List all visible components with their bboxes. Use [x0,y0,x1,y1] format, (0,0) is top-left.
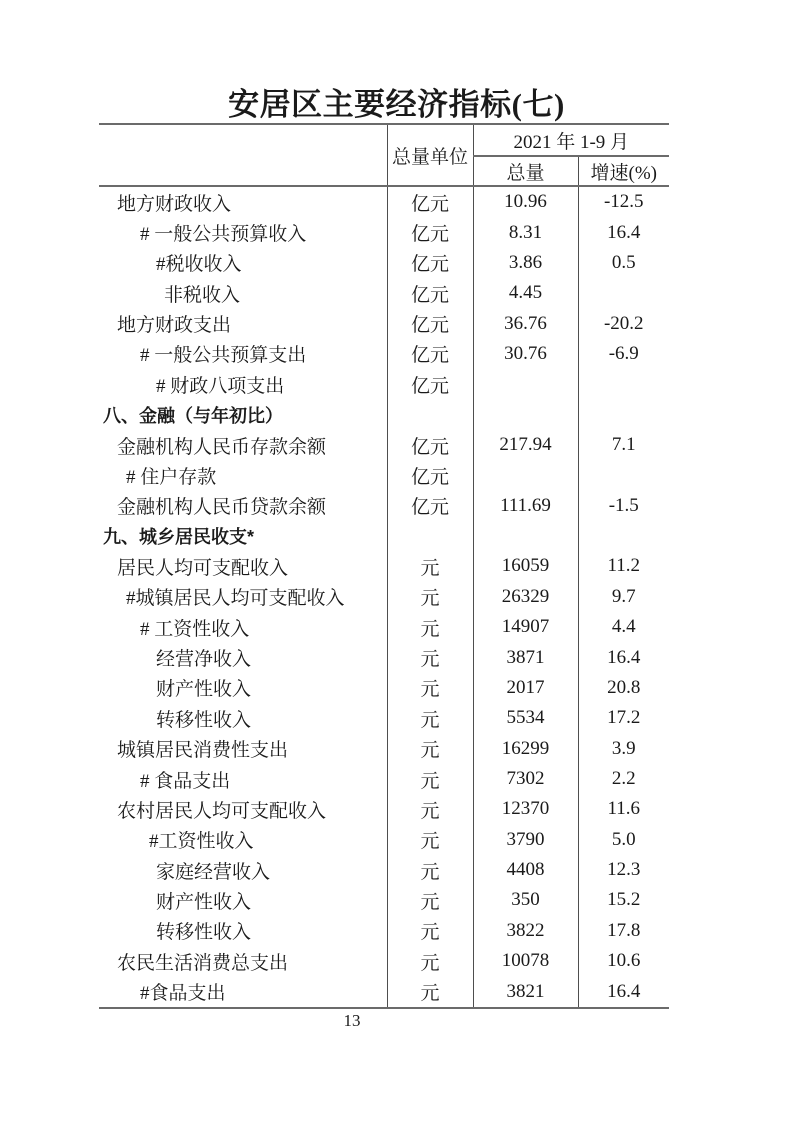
growth-value-cell [578,369,669,399]
total-value-cell: 3871 [473,642,578,672]
total-value-cell: 3.86 [473,248,578,278]
indicator-label-cell: 金融机构人民币贷款余额 [99,491,387,521]
unit-cell: 元 [387,673,473,703]
growth-value-cell: 17.2 [607,707,641,729]
indicator-label-cell: 经营净收入 [99,642,387,672]
unit-cell: 元 [387,703,473,733]
indicator-label-cell: # 工资性收入 [99,612,387,642]
growth-value-cell: -20.2 [603,312,644,334]
indicator-label-cell: 转移性收入 [99,916,387,946]
growth-value-cell [578,521,669,551]
unit-cell: 亿元 [387,248,473,278]
unit-cell: 亿元 [387,430,473,460]
growth-value-cell: 11.6 [607,798,641,820]
table-row [99,885,669,915]
indicator-label-cell: 财产性收入 [99,673,387,703]
growth-value-cell: 17.8 [607,919,641,941]
indicator-label-cell: # 财政八项支出 [99,369,387,399]
total-value-cell: 4408 [473,855,578,885]
growth-value-cell: 7.1 [611,434,636,456]
total-value-cell: 16059 [473,551,578,581]
table-row [99,217,669,247]
total-value-cell: 10.96 [473,186,578,217]
unit-cell: 亿元 [387,369,473,399]
total-value-cell: 2017 [473,673,578,703]
total-value-cell: 26329 [473,582,578,612]
indicator-label-cell: #税收收入 [99,248,387,278]
total-value-cell: 350 [473,885,578,915]
table-header [99,124,669,186]
growth-value-cell: -6.9 [608,342,639,364]
unit-cell: 元 [387,794,473,824]
total-value-cell: 5534 [473,703,578,733]
indicator-label-cell: 居民人均可支配收入 [99,551,387,581]
unit-cell: 亿元 [387,278,473,308]
indicator-label-cell: 非税收入 [99,278,387,308]
growth-value-cell: 16.4 [607,646,641,668]
growth-value-cell: 3.9 [611,737,636,759]
page-title: 安居区主要经济指标(七) [228,87,565,122]
total-value-cell: 3790 [473,825,578,855]
total-value-cell: 10078 [473,946,578,976]
header-indicator-cell [99,124,387,186]
total-value-cell: 12370 [473,794,578,824]
growth-value-cell: 16.4 [607,980,641,1002]
growth-value-cell: 5.0 [611,828,636,850]
table-row [99,582,669,612]
table-row [99,794,669,824]
unit-cell: 元 [387,764,473,794]
growth-value-cell: 10.6 [607,950,641,972]
growth-value-cell: -12.5 [603,191,644,213]
indicator-label-cell: 九、城乡居民收支* [99,521,387,551]
indicator-label-cell: 地方财政支出 [99,308,387,338]
total-value-cell: 7302 [473,764,578,794]
growth-value-cell: 20.8 [607,676,641,698]
unit-cell: 亿元 [387,460,473,490]
indicator-label-cell: 转移性收入 [99,703,387,733]
growth-value-cell [578,278,669,308]
page-number: 13 [343,1011,361,1030]
total-value-cell [473,521,578,551]
table-row [99,673,669,703]
growth-value-cell: 0.5 [611,251,636,273]
table-row [99,521,669,551]
growth-value-cell: 16.4 [607,221,641,243]
unit-cell: 元 [387,582,473,612]
table-row [99,764,669,794]
unit-cell: 元 [387,946,473,976]
indicator-label-cell: # 住户存款 [99,460,387,490]
table-row [99,733,669,763]
table-row [99,642,669,672]
unit-cell: 元 [387,916,473,946]
table-row [99,551,669,581]
total-value-cell [473,460,578,490]
growth-value-cell: 2.2 [611,768,636,789]
table-row [99,308,669,338]
total-value-cell: 36.76 [473,308,578,338]
indicator-label-cell: 家庭经营收入 [99,855,387,885]
unit-cell: 亿元 [387,217,473,247]
total-value-cell: 8.31 [473,217,578,247]
unit-cell: 元 [387,855,473,885]
total-value-cell: 3821 [473,976,578,1007]
indicator-label-cell: 八、金融（与年初比） [99,400,387,430]
unit-cell: 元 [387,825,473,855]
growth-value-cell: 15.2 [607,889,641,911]
table-row [99,460,669,490]
total-value-cell: 14907 [473,612,578,642]
unit-cell: 元 [387,642,473,672]
table-row [99,612,669,642]
indicators-table [99,123,669,1009]
table-row [99,278,669,308]
table-row [99,916,669,946]
unit-cell: 亿元 [387,491,473,521]
growth-value-cell: 9.7 [611,585,636,607]
indicator-label-cell: 农民生活消费总支出 [99,946,387,976]
indicator-label-cell: 财产性收入 [99,885,387,915]
growth-value-cell [578,400,669,430]
unit-cell: 亿元 [387,308,473,338]
indicator-label-cell: #城镇居民人均可支配收入 [99,582,387,612]
growth-value-cell [578,460,669,490]
indicator-label-cell: # 食品支出 [99,764,387,794]
unit-cell: 元 [387,885,473,915]
indicator-label-cell: #食品支出 [99,976,387,1007]
indicator-label-cell: # 一般公共预算收入 [99,217,387,247]
total-value-cell: 217.94 [473,430,578,460]
total-value-cell: 111.69 [473,491,578,521]
table-row [99,703,669,733]
table-row [99,248,669,278]
total-value-cell: 4.45 [473,278,578,308]
unit-cell: 元 [387,976,473,1007]
table-row [99,976,669,1007]
unit-cell [387,400,473,430]
unit-cell: 亿元 [387,186,473,217]
table-row [99,186,669,217]
growth-value-cell: 12.3 [607,859,641,881]
unit-cell: 亿元 [387,339,473,369]
total-value-cell [473,400,578,430]
table-row [99,369,669,399]
table-row [99,491,669,521]
growth-value-cell: 4.4 [611,616,636,638]
total-value-cell [473,369,578,399]
header-period-label: 2021 年 1-9 月 [473,124,669,156]
header-growth-label: 增速(%) [578,156,669,186]
indicator-label-cell: 农村居民人均可支配收入 [99,794,387,824]
indicator-label-cell: # 一般公共预算支出 [99,339,387,369]
indicator-label-cell: #工资性收入 [99,825,387,855]
indicator-label-cell: 地方财政收入 [99,186,387,217]
table-row [99,825,669,855]
table-row [99,430,669,460]
unit-cell [387,521,473,551]
header-total-label: 总量 [473,156,578,186]
table-row [99,946,669,976]
unit-cell: 元 [387,612,473,642]
total-value-cell: 16299 [473,733,578,763]
table-body [99,186,669,1008]
table-row [99,855,669,885]
indicator-label-cell: 城镇居民消费性支出 [99,733,387,763]
unit-cell: 元 [387,733,473,763]
growth-value-cell: 11.2 [607,555,641,577]
total-value-cell: 30.76 [473,339,578,369]
header-unit-label: 总量单位 [387,124,473,186]
table-row [99,339,669,369]
growth-value-cell: -1.5 [608,494,639,516]
indicator-label-cell: 金融机构人民币存款余额 [99,430,387,460]
table-row [99,400,669,430]
unit-cell: 元 [387,551,473,581]
total-value-cell: 3822 [473,916,578,946]
